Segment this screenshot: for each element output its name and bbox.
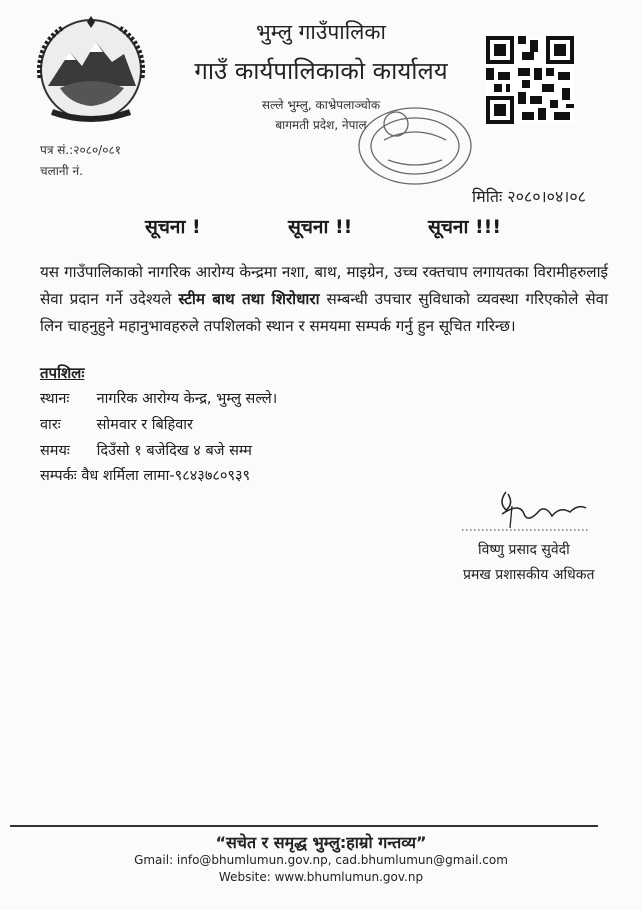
signatory-title: प्रमख प्रशासकीय अधिकत: [463, 567, 595, 583]
dispatch-number: चलानी नं.: [40, 164, 83, 178]
detail-time-label: समयः: [40, 443, 70, 459]
address-line-1: सल्ले भुम्लु, काभ्रेपलाञ्चोक: [261, 98, 381, 112]
detail-day-label: वारः: [40, 417, 61, 433]
detail-contact-value: वैध शर्मिला लामा-९८४३७८०९३९: [81, 468, 251, 484]
detail-time: [40, 440, 252, 460]
detail-day-value: सोमवार र बिहिवार: [96, 417, 193, 433]
footer-motto: “सचेत र समृद्ध भुम्लु:हाम्रो गन्तव्य”: [215, 833, 427, 852]
notice-body-part1: यस गाउँपालिकाको नागरिक आरोग्य केन्द्रमा नशा, बाथ, माइग्रेन, उच्च रक्तचाप लगायतका विरामीहरुलाई सेवा प्रदान गर्ने उदेश्यले: [40, 263, 608, 308]
detail-place-value: नागरिक आरोग्य केन्द्र, भुम्लु सल्ले।: [96, 391, 278, 407]
notice-heading-1: सूचना !: [145, 216, 201, 238]
detail-contact-label: सम्पर्कः: [40, 468, 77, 484]
date: मितिः २०८०।०४।०८: [472, 187, 586, 206]
detail-place-label: स्थानः: [40, 391, 70, 407]
signature: [462, 484, 590, 536]
notice-heading-3: सूचना !!!: [428, 216, 501, 238]
detail-place: [40, 388, 277, 408]
office-stamp: [354, 104, 476, 190]
notice-heading-2: सूचना !!: [288, 216, 353, 238]
notice-body: [40, 259, 608, 340]
footer-divider: [10, 825, 598, 827]
letter-number: पत्र सं.:२०८०/०८१: [40, 143, 121, 157]
details-heading: तपशिलः: [40, 364, 85, 382]
qr-code: [486, 36, 574, 124]
footer-website: Website: www.bhumlumun.gov.np: [218, 870, 424, 884]
footer-gmail: Gmail: info@bhumlumun.gov.np, cad.bhumlumun@gmail.com: [134, 853, 508, 867]
signatory-name: विष्णु प्रसाद सुवेदी: [478, 542, 570, 558]
municipality-name: भुम्लु गाउँपालिका: [256, 20, 386, 44]
notice-body-highlight: स्टीम बाथ तथा शिरोधारा: [178, 290, 320, 308]
notice-body-part2: सम्बन्धी उपचार सुविधाको व्यवस्था गरिएकोले सेवा लिन चाहनुहुने महानुभावहरुले तपशिलको स्थान र समयमा सम्पर्क गर्नु हुन सूचित गरिन्छ।: [40, 290, 608, 335]
detail-time-value: दिउँसो १ बजेदिख ४ बजे सम्म: [96, 443, 252, 459]
address-line-2: बागमती प्रदेश, नेपाल: [275, 118, 367, 132]
office-name: गाउँ कार्यपालिकाको कार्यालय: [194, 57, 448, 85]
detail-day: [40, 414, 193, 434]
detail-contact: [40, 465, 250, 485]
